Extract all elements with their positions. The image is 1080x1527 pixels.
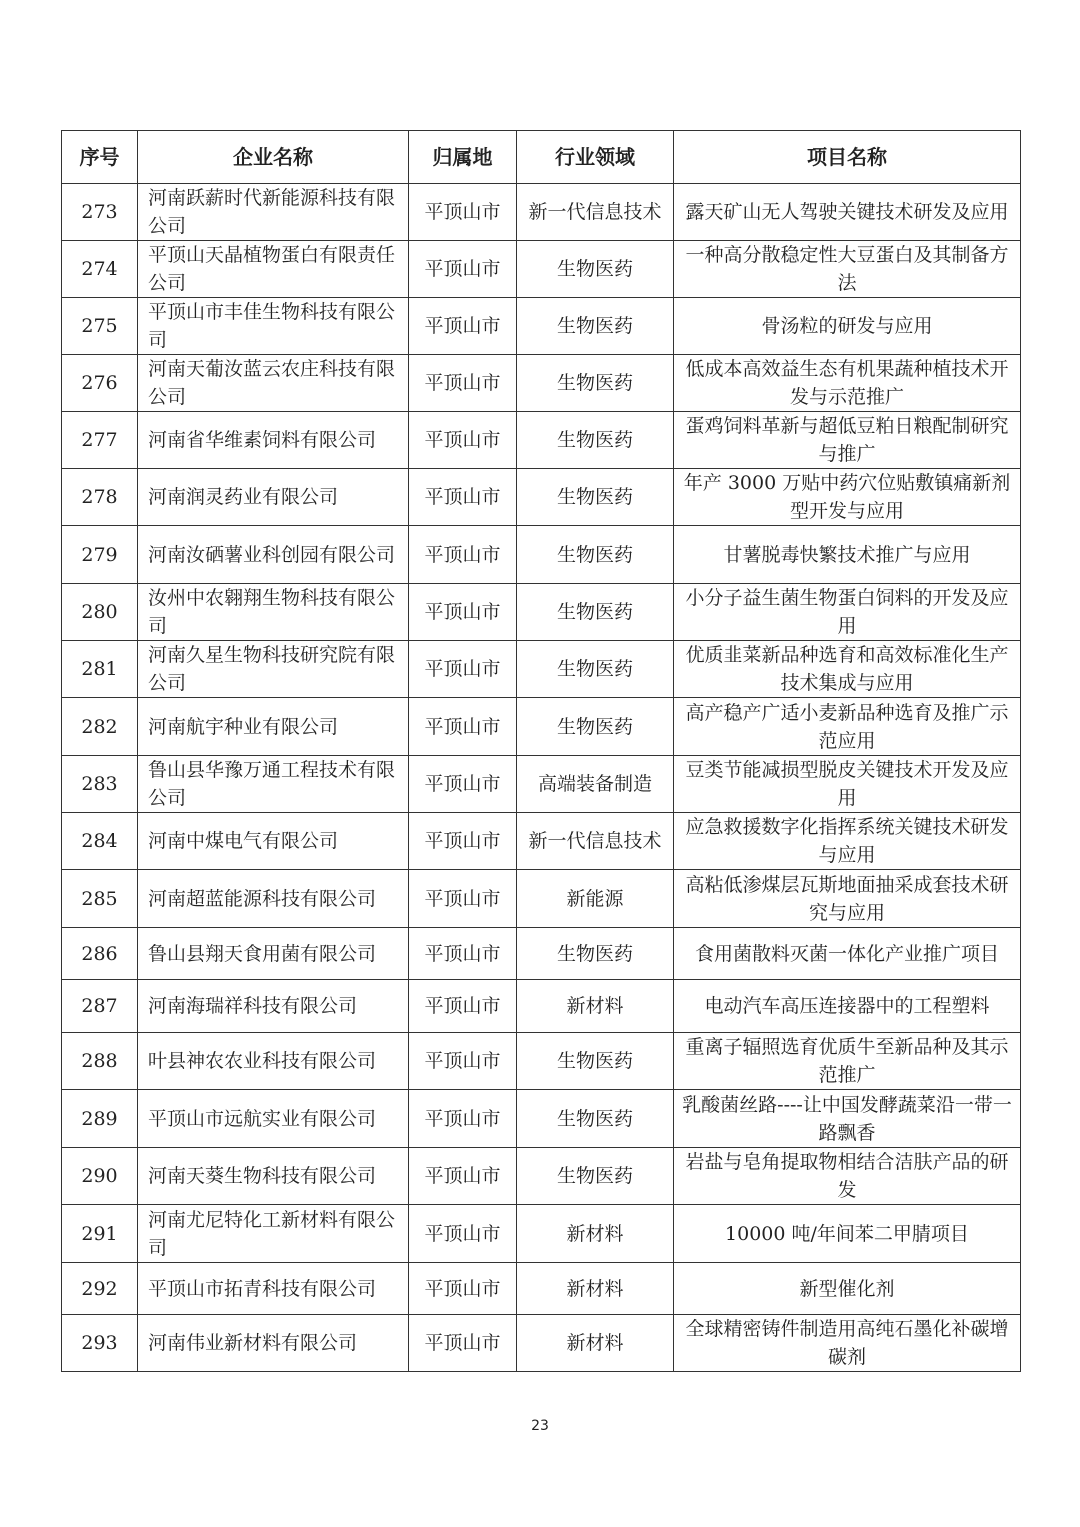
table-row [62, 1033, 1021, 1090]
cell-company-name: 汝州中农翱翔生物科技有限公司 [138, 584, 409, 641]
cell-project-name: 高产稳产广适小麦新品种选育及推广示范应用 [674, 698, 1021, 756]
table-row [62, 412, 1021, 469]
cell-serial-number: 285 [62, 870, 138, 928]
table-row [62, 355, 1021, 412]
cell-project-name: 一种高分散稳定性大豆蛋白及其制备方法 [674, 241, 1021, 298]
cell-project-name: 甘薯脱毒快繁技术推广与应用 [674, 526, 1021, 584]
cell-serial-number: 291 [62, 1205, 138, 1263]
table-row [62, 641, 1021, 698]
cell-industry: 新材料 [517, 1263, 674, 1315]
cell-project-name: 岩盐与皂角提取物相结合洁肤产品的研发 [674, 1148, 1021, 1205]
cell-company-name: 平顶山市拓青科技有限公司 [138, 1263, 409, 1315]
cell-project-name: 骨汤粒的研发与应用 [674, 298, 1021, 355]
cell-location: 平顶山市 [409, 584, 517, 641]
cell-location: 平顶山市 [409, 412, 517, 469]
cell-project-name: 高粘低渗煤层瓦斯地面抽采成套技术研究与应用 [674, 870, 1021, 928]
cell-serial-number: 280 [62, 584, 138, 641]
cell-serial-number: 274 [62, 241, 138, 298]
table-row [62, 184, 1021, 241]
table-row [62, 1148, 1021, 1205]
cell-company-name: 平顶山天晶植物蛋白有限责任公司 [138, 241, 409, 298]
cell-project-name: 年产 3000 万贴中药穴位贴敷镇痛新剂型开发与应用 [674, 469, 1021, 526]
cell-serial-number: 279 [62, 526, 138, 584]
table-row [62, 1205, 1021, 1263]
table-row [62, 469, 1021, 526]
cell-project-name: 新型催化剂 [674, 1263, 1021, 1315]
cell-serial-number: 276 [62, 355, 138, 412]
cell-serial-number: 292 [62, 1263, 138, 1315]
cell-company-name: 河南伟业新材料有限公司 [138, 1315, 409, 1372]
header-project-name: 项目名称 [674, 131, 1021, 184]
table-row [62, 584, 1021, 641]
table-row [62, 298, 1021, 355]
cell-company-name: 河南润灵药业有限公司 [138, 469, 409, 526]
table-row [62, 1315, 1021, 1372]
table-row [62, 870, 1021, 928]
header-serial-number: 序号 [62, 131, 138, 184]
cell-company-name: 河南汝硒薯业科创园有限公司 [138, 526, 409, 584]
cell-project-name: 应急救援数字化指挥系统关键技术研发与应用 [674, 813, 1021, 870]
cell-location: 平顶山市 [409, 1263, 517, 1315]
cell-location: 平顶山市 [409, 1205, 517, 1263]
cell-serial-number: 281 [62, 641, 138, 698]
cell-industry: 生物医药 [517, 1033, 674, 1090]
table-header-row [62, 131, 1021, 184]
table-row [62, 526, 1021, 584]
cell-project-name: 低成本高效益生态有机果蔬种植技术开发与示范推广 [674, 355, 1021, 412]
cell-company-name: 河南航宇种业有限公司 [138, 698, 409, 756]
cell-industry: 生物医药 [517, 641, 674, 698]
cell-location: 平顶山市 [409, 1090, 517, 1148]
cell-serial-number: 277 [62, 412, 138, 469]
cell-location: 平顶山市 [409, 1315, 517, 1372]
cell-project-name: 食用菌散料灭菌一体化产业推广项目 [674, 928, 1021, 980]
cell-project-name: 重离子辐照选育优质牛至新品种及其示范推广 [674, 1033, 1021, 1090]
enterprise-project-table [61, 130, 1021, 1372]
table-row [62, 1263, 1021, 1315]
table-row [62, 813, 1021, 870]
cell-company-name: 叶县神农农业科技有限公司 [138, 1033, 409, 1090]
cell-project-name: 乳酸菌丝路----让中国发酵蔬菜沿一带一路飘香 [674, 1090, 1021, 1148]
table-row [62, 241, 1021, 298]
table-body [62, 184, 1021, 1372]
cell-industry: 生物医药 [517, 469, 674, 526]
cell-serial-number: 278 [62, 469, 138, 526]
cell-company-name: 鲁山县翔天食用菌有限公司 [138, 928, 409, 980]
table-row [62, 698, 1021, 756]
cell-company-name: 河南尤尼特化工新材料有限公司 [138, 1205, 409, 1263]
cell-project-name: 电动汽车高压连接器中的工程塑料 [674, 980, 1021, 1033]
table-row [62, 928, 1021, 980]
cell-project-name: 优质韭菜新品种选育和高效标准化生产技术集成与应用 [674, 641, 1021, 698]
cell-serial-number: 288 [62, 1033, 138, 1090]
cell-location: 平顶山市 [409, 241, 517, 298]
cell-industry: 新材料 [517, 1205, 674, 1263]
cell-serial-number: 273 [62, 184, 138, 241]
cell-serial-number: 275 [62, 298, 138, 355]
cell-project-name: 小分子益生菌生物蛋白饲料的开发及应用 [674, 584, 1021, 641]
cell-project-name: 露天矿山无人驾驶关键技术研发及应用 [674, 184, 1021, 241]
cell-industry: 生物医药 [517, 1090, 674, 1148]
header-company-name: 企业名称 [138, 131, 409, 184]
cell-industry: 生物医药 [517, 355, 674, 412]
cell-location: 平顶山市 [409, 928, 517, 980]
cell-serial-number: 293 [62, 1315, 138, 1372]
table-row [62, 1090, 1021, 1148]
cell-serial-number: 289 [62, 1090, 138, 1148]
cell-project-name: 10000 吨/年间苯二甲腈项目 [674, 1205, 1021, 1263]
cell-location: 平顶山市 [409, 355, 517, 412]
cell-company-name: 河南久星生物科技研究院有限公司 [138, 641, 409, 698]
cell-industry: 新一代信息技术 [517, 813, 674, 870]
cell-company-name: 河南海瑞祥科技有限公司 [138, 980, 409, 1033]
cell-company-name: 河南天葵生物科技有限公司 [138, 1148, 409, 1205]
cell-industry: 生物医药 [517, 298, 674, 355]
cell-industry: 新材料 [517, 1315, 674, 1372]
cell-industry: 生物医药 [517, 928, 674, 980]
cell-location: 平顶山市 [409, 469, 517, 526]
cell-industry: 新能源 [517, 870, 674, 928]
cell-serial-number: 284 [62, 813, 138, 870]
page-number: 23 [531, 1418, 549, 1434]
table-row [62, 980, 1021, 1033]
cell-serial-number: 287 [62, 980, 138, 1033]
cell-serial-number: 283 [62, 756, 138, 813]
cell-serial-number: 286 [62, 928, 138, 980]
header-location: 归属地 [409, 131, 517, 184]
cell-company-name: 河南天葡汝蓝云农庄科技有限公司 [138, 355, 409, 412]
cell-location: 平顶山市 [409, 813, 517, 870]
header-industry: 行业领域 [517, 131, 674, 184]
cell-location: 平顶山市 [409, 641, 517, 698]
cell-company-name: 河南中煤电气有限公司 [138, 813, 409, 870]
cell-company-name: 平顶山市丰佳生物科技有限公司 [138, 298, 409, 355]
cell-location: 平顶山市 [409, 1033, 517, 1090]
cell-location: 平顶山市 [409, 698, 517, 756]
cell-project-name: 蛋鸡饲料革新与超低豆粕日粮配制研究与推广 [674, 412, 1021, 469]
cell-company-name: 鲁山县华豫万通工程技术有限公司 [138, 756, 409, 813]
cell-location: 平顶山市 [409, 1148, 517, 1205]
cell-industry: 生物医药 [517, 1148, 674, 1205]
cell-industry: 高端装备制造 [517, 756, 674, 813]
cell-industry: 新一代信息技术 [517, 184, 674, 241]
cell-location: 平顶山市 [409, 980, 517, 1033]
cell-industry: 生物医药 [517, 241, 674, 298]
enterprise-project-table-container [61, 130, 1020, 1372]
cell-company-name: 河南跃薪时代新能源科技有限公司 [138, 184, 409, 241]
cell-company-name: 平顶山市远航实业有限公司 [138, 1090, 409, 1148]
cell-project-name: 豆类节能减损型脱皮关键技术开发及应用 [674, 756, 1021, 813]
cell-project-name: 全球精密铸件制造用高纯石墨化补碳增碳剂 [674, 1315, 1021, 1372]
cell-industry: 生物医药 [517, 526, 674, 584]
cell-industry: 生物医药 [517, 698, 674, 756]
cell-industry: 生物医药 [517, 412, 674, 469]
cell-location: 平顶山市 [409, 298, 517, 355]
cell-serial-number: 290 [62, 1148, 138, 1205]
cell-industry: 新材料 [517, 980, 674, 1033]
cell-serial-number: 282 [62, 698, 138, 756]
cell-company-name: 河南省华维素饲料有限公司 [138, 412, 409, 469]
cell-industry: 生物医药 [517, 584, 674, 641]
cell-company-name: 河南超蓝能源科技有限公司 [138, 870, 409, 928]
cell-location: 平顶山市 [409, 870, 517, 928]
cell-location: 平顶山市 [409, 184, 517, 241]
table-row [62, 756, 1021, 813]
cell-location: 平顶山市 [409, 756, 517, 813]
cell-location: 平顶山市 [409, 526, 517, 584]
